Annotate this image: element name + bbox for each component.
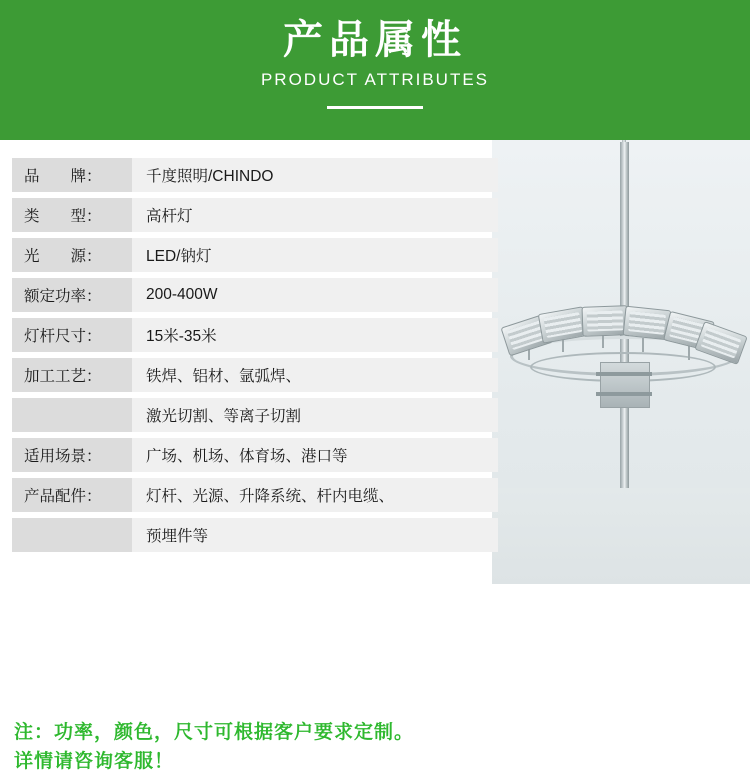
table-row <box>12 198 498 232</box>
lamp-hub-band <box>596 372 652 376</box>
table-row <box>12 398 498 432</box>
footer-note <box>14 718 574 777</box>
spec-label: 适用场景： <box>12 438 132 472</box>
table-row <box>12 238 498 272</box>
spec-value: 广场、机场、体育场、港口等 <box>132 438 498 472</box>
spec-label-empty <box>12 518 132 552</box>
page-title: 产品属性 <box>283 18 467 62</box>
lamp-arm <box>642 338 644 352</box>
spec-value: 200-400W <box>132 278 498 312</box>
lamp-hub <box>600 362 650 408</box>
table-row <box>12 478 498 512</box>
table-row <box>12 518 498 552</box>
footer-note-line1: 注：功率，颜色，尺寸可根据客户要求定制。 <box>14 722 415 743</box>
spec-value: 千度照明/CHINDO <box>132 158 498 192</box>
spec-label: 类 型： <box>12 198 132 232</box>
spec-value: LED/钠灯 <box>132 238 498 272</box>
banner-divider <box>327 106 423 109</box>
spec-value: 激光切割、等离子切割 <box>132 398 498 432</box>
spec-label: 品 牌： <box>12 158 132 192</box>
table-row <box>12 158 498 192</box>
spec-value: 15米-35米 <box>132 318 498 352</box>
page-body <box>0 140 750 773</box>
lamp-arm <box>688 346 690 360</box>
spec-value: 灯杆、光源、升降系统、杆内电缆、 <box>132 478 498 512</box>
spec-label: 灯杆尺寸： <box>12 318 132 352</box>
spec-label: 额定功率： <box>12 278 132 312</box>
page-subtitle: PRODUCT ATTRIBUTES <box>260 70 490 89</box>
footer-note-line2: 详情请咨询客服！ <box>14 751 175 773</box>
table-row <box>12 278 498 312</box>
photo-ground <box>492 488 750 584</box>
spec-value: 铁焊、铝材、氩弧焊、 <box>132 358 498 392</box>
spec-value: 预埋件等 <box>132 518 498 552</box>
table-row <box>12 358 498 392</box>
product-photo <box>492 140 750 584</box>
spec-label-empty <box>12 398 132 432</box>
spec-label: 光 源： <box>12 238 132 272</box>
page-banner <box>0 0 750 140</box>
table-row <box>12 318 498 352</box>
table-row <box>12 438 498 472</box>
flood-lamp <box>581 305 628 337</box>
spec-value: 高杆灯 <box>132 198 498 232</box>
lamp-hub-band <box>596 392 652 396</box>
spec-label: 加工工艺： <box>12 358 132 392</box>
spec-label: 产品配件： <box>12 478 132 512</box>
spec-table <box>12 158 498 558</box>
